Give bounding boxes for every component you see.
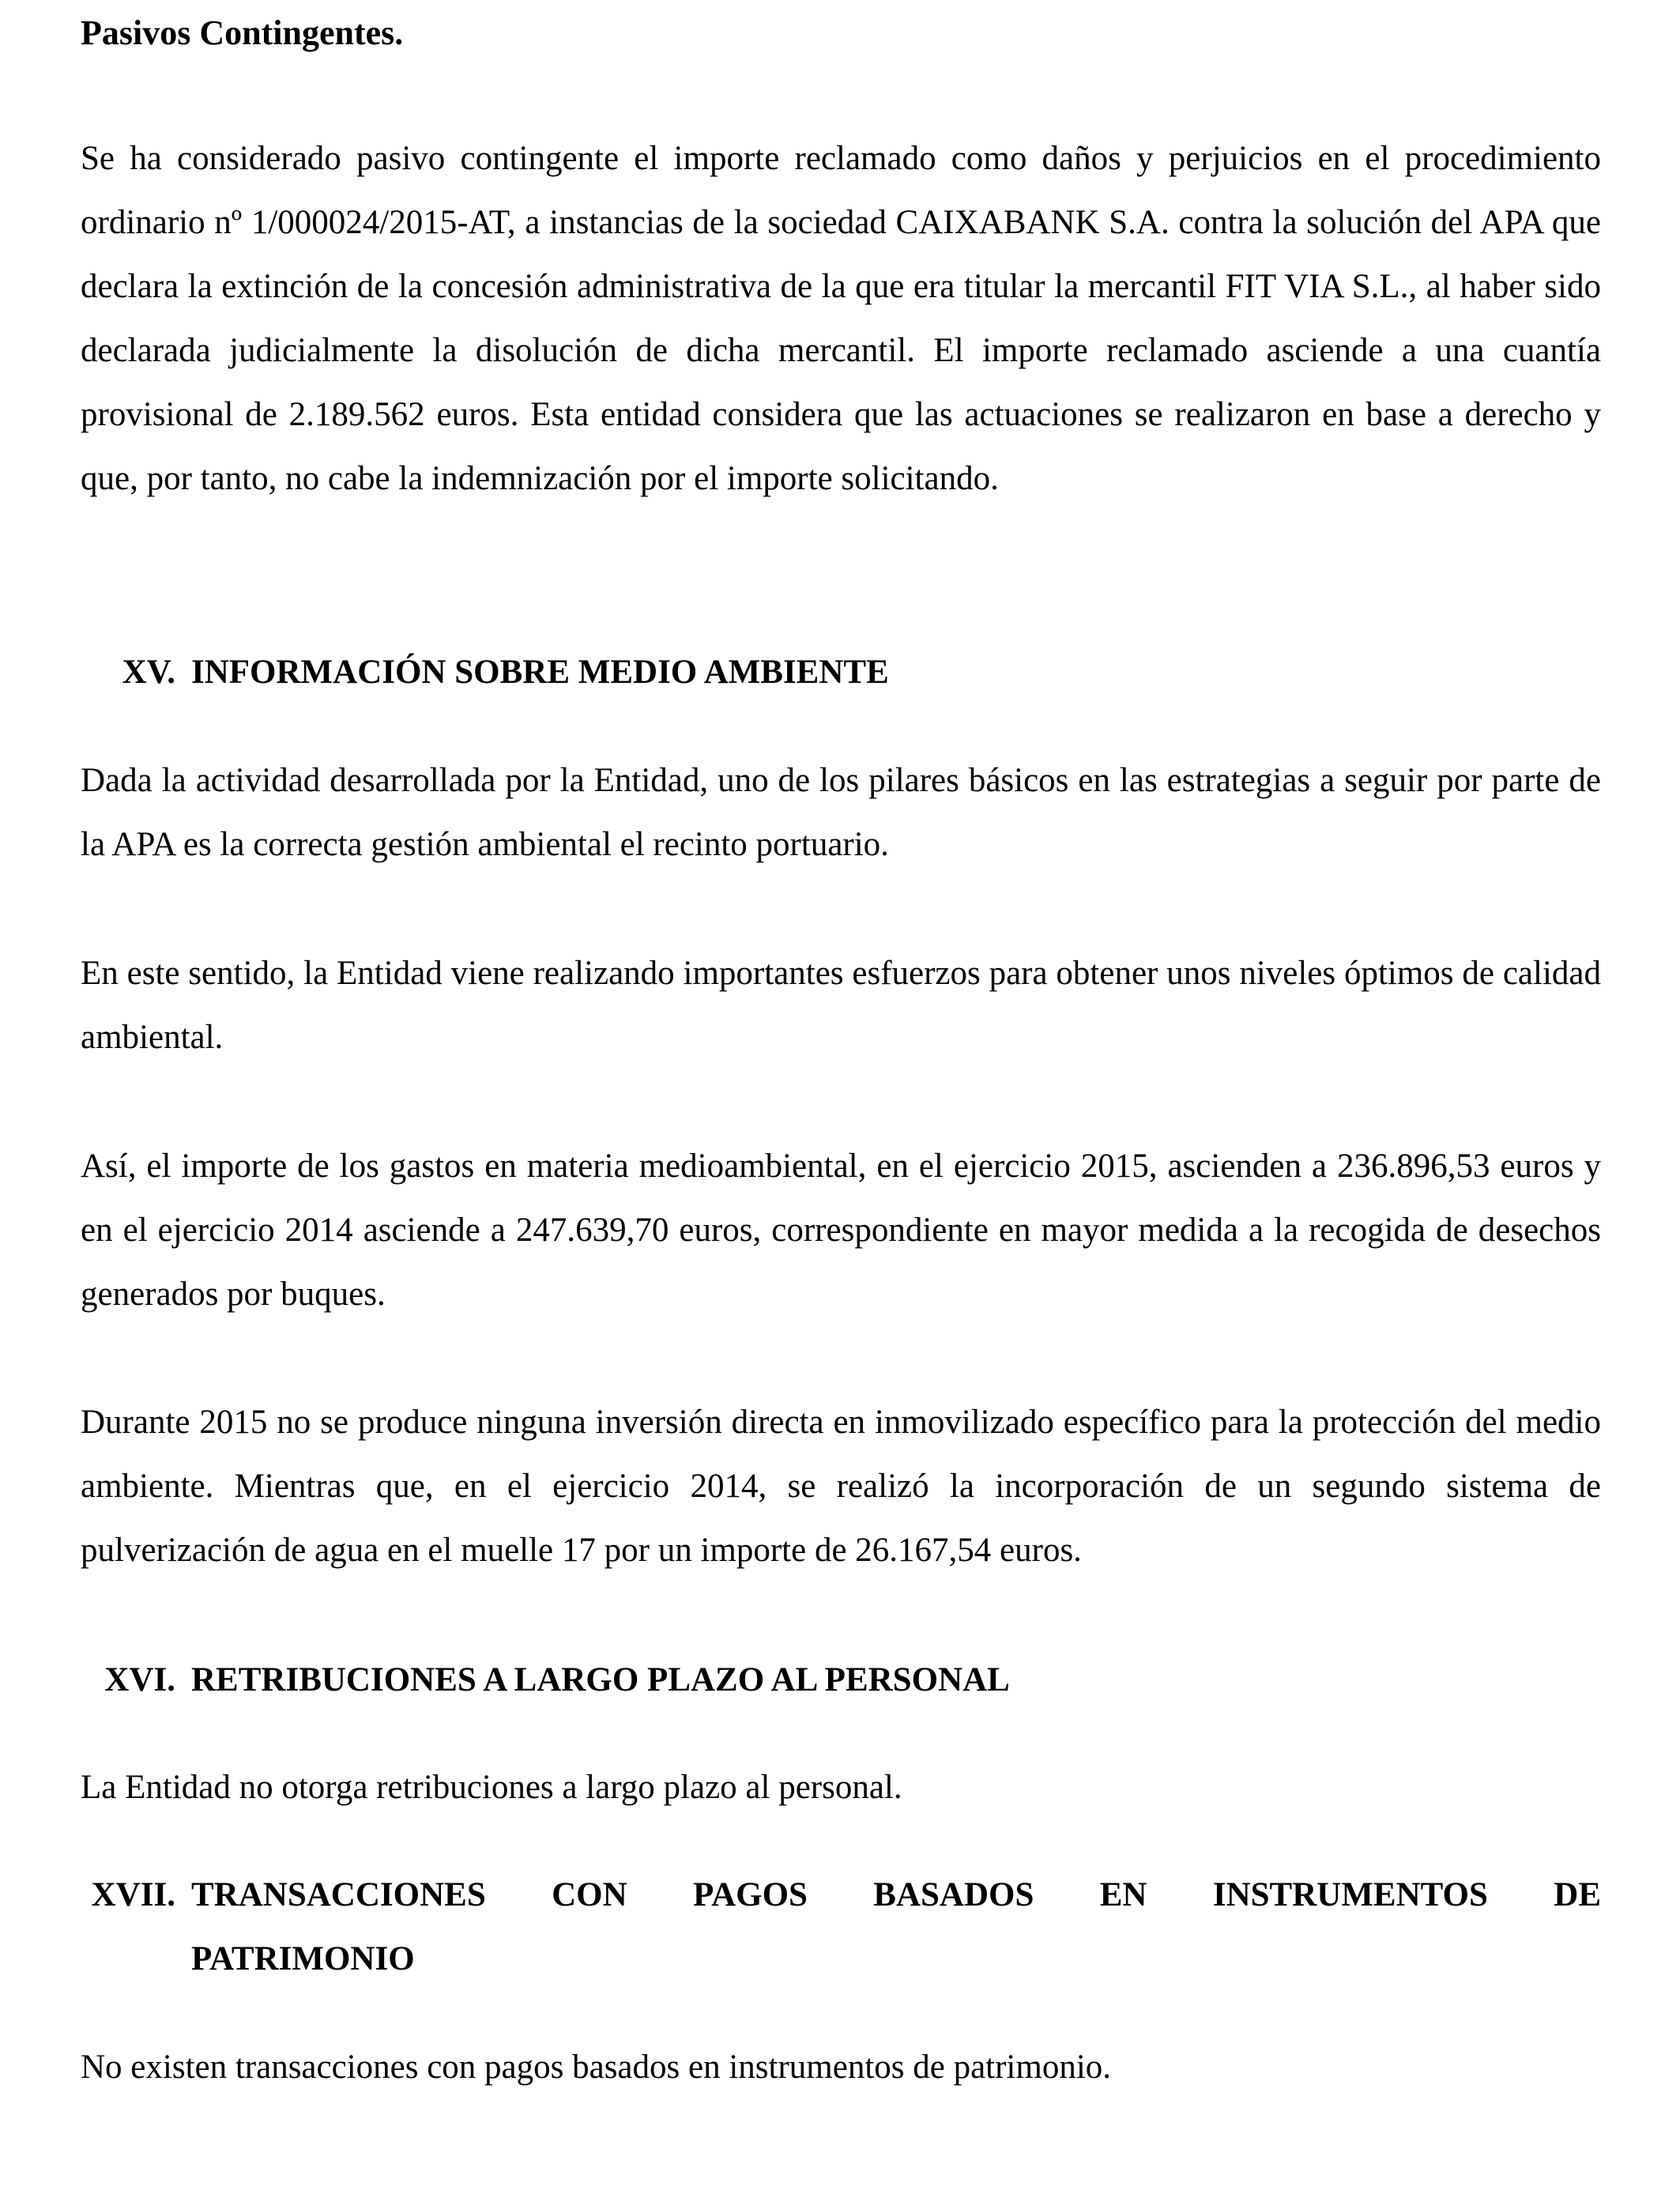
section-xv-paragraph-3: Así, el importe de los gastos en materia medioambiental, en el ejercicio 2015, ascienden a 236.896,53 euros y en el ejercicio 2014 asciende a 247.639,70 euros, correspondiente en mayor medida a la recogida de desechos generados por buques. bbox=[81, 1148, 1601, 1313]
section-xvii-paragraph: No existen transacciones con pagos basados en instrumentos de patrimonio. bbox=[81, 2049, 1112, 2086]
section-xv-paragraph-2: En este sentido, la Entidad viene realizando importantes esfuerzos para obtener unos niveles óptimos de calidad ambiental. bbox=[81, 955, 1601, 1056]
section-xvi-title: RETRIBUCIONES A LARGO PLAZO AL PERSONAL bbox=[191, 1661, 1010, 1698]
pasivos-contingentes-paragraph: Se ha considerado pasivo contingente el importe reclamado como daños y perjuicios en el procedimiento ordinario nº 1/000024/2015-AT, a instancias de la sociedad CAIXABANK S.A. contra la solución del APA que declara la extinción de la concesión administrativa de la que era titular la mercantil FIT VIA S.L., al haber sido declarada judicialmente la disolución de dicha mercantil. El importe reclamado asciende a una cuantía provisional de 2.189.562 euros. Esta entidad considera que las actuaciones se realizaron en base a derecho y que, por tanto, no cabe la indemnización por el importe solicitando. bbox=[81, 140, 1601, 497]
section-xvii-heading bbox=[81, 1863, 1601, 1991]
section-xvi-heading bbox=[81, 1648, 1601, 1712]
section-xvi-paragraph: La Entidad no otorga retribuciones a largo plazo al personal. bbox=[81, 1769, 902, 1806]
section-xvii-number: XVII. bbox=[91, 1876, 175, 1913]
section-xv-paragraph-4: Durante 2015 no se produce ninguna inversión directa en inmovilizado específico para la protección del medio ambiente. Mientras que, en el ejercicio 2014, se realizó la incorporación de un segundo sistema de pulverización de agua en el muelle 17 por un importe de 26.167,54 euros. bbox=[81, 1404, 1601, 1569]
section-xv-heading bbox=[81, 640, 1601, 704]
section-xvi-number: XVI. bbox=[104, 1661, 175, 1698]
section-xvii-title-line-1: TRANSACCIONES CON PAGOS BASADOS EN INSTRUMENTOS DE bbox=[191, 1876, 1601, 1913]
section-xv-paragraph-1: Dada la actividad desarrollada por la Entidad, uno de los pilares básicos en las estrategias a seguir por parte de la APA es la correcta gestión ambiental el recinto portuario. bbox=[81, 762, 1601, 863]
section-xv-title: INFORMACIÓN SOBRE MEDIO AMBIENTE bbox=[191, 654, 889, 691]
section-xvii-title-line-2: PATRIMONIO bbox=[191, 1940, 415, 1977]
pasivos-contingentes-heading: Pasivos Contingentes. bbox=[81, 13, 404, 52]
section-xv-number: XV. bbox=[122, 654, 175, 691]
section-xvii-title bbox=[191, 1863, 1601, 1991]
